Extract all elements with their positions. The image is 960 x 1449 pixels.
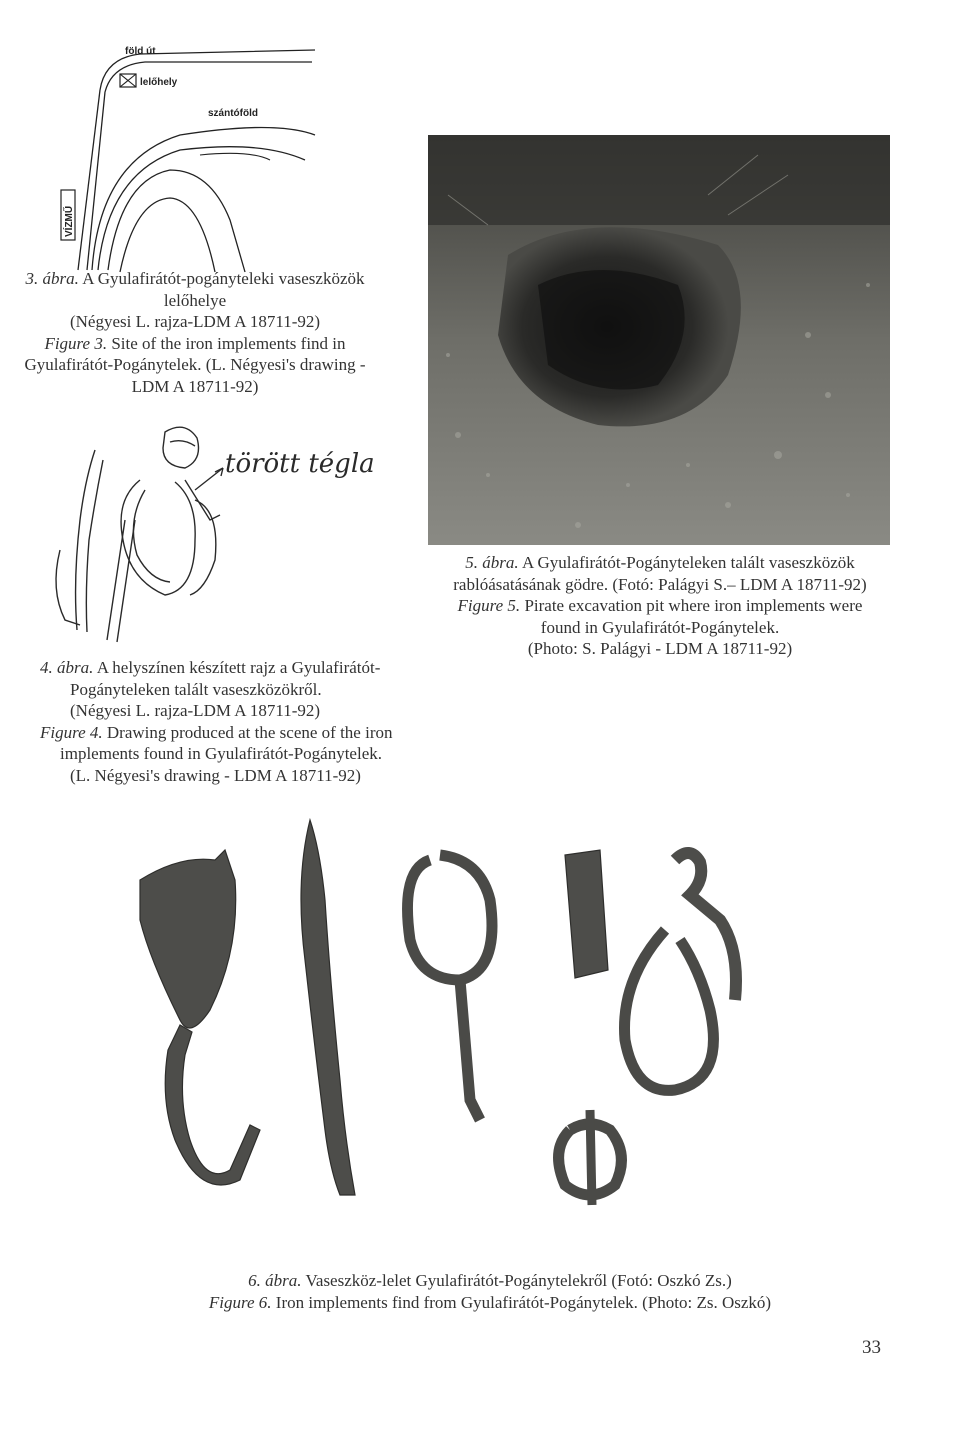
figure-4-caption: 4. ábra. A helyszínen készített rajz a Gyulafirátót- Pogányteleken talált vaseszközökről. (Négyesi L. rajza-LDM A 18711-92) Figure 4. Drawing produced at the scene of the iron implements found in Gyulafirátót-Pogánytelek. (L. Négyesi's drawing - LDM A 18711-92)	[40, 658, 393, 785]
site-map-drawing	[60, 40, 330, 280]
map-label-field: szántóföld	[208, 108, 258, 119]
iron-implements-photo	[120, 800, 850, 1235]
caption-label: 3. ábra.	[25, 269, 79, 288]
caption-label: Figure 4.	[40, 722, 103, 742]
caption-label: Figure 5.	[457, 596, 521, 615]
caption-label: 4. ábra.	[40, 658, 94, 677]
caption-label: 6. ábra.	[248, 1271, 302, 1290]
figure-6-photo	[120, 800, 850, 1235]
figure-6-caption: 6. ábra. Vaseszköz-lelet Gyulafirátót-Pogánytelekről (Fotó: Oszkó Zs.) Figure 6. Iron implements find from Gyulafirátót-Pogánytelek. (Photo: Zs. Oszkó)	[208, 1271, 772, 1312]
map-label-road: föld út	[125, 46, 156, 57]
caption-label: Figure 3.	[44, 333, 108, 353]
figure-3-caption: 3. ábra. A Gyulafirátót-pogányteleki vaseszközök lelőhelye (Négyesi L. rajza-LDM A 18711-92) Figure 3. Site of the iron implements find in Gyulafirátót-Pogánytelek. (L. Négyesi's drawing - LDM A 18711-92)	[24, 269, 366, 396]
caption-label: Figure 6.	[208, 1292, 272, 1312]
caption-label: 5. ábra.	[465, 553, 519, 572]
page-number: 33	[862, 1337, 881, 1358]
handwriting-annotation: törött tégla	[225, 449, 375, 479]
map-label-water: VÍZMŰ	[64, 205, 75, 237]
figure-3-map	[60, 40, 330, 280]
scene-drawing	[45, 420, 375, 645]
map-label-site: lelőhely	[140, 77, 178, 88]
figure-5-photo	[428, 135, 890, 545]
figure-4-sketch	[45, 420, 375, 645]
excavation-pit-photo	[428, 135, 890, 545]
figure-5-caption: 5. ábra. A Gyulafirátót-Pogányteleken talált vaseszközök rablóásatásának gödre. (Fotó: Palágyi S.– LDM A 18711-92) Figure 5. Pirate excavation pit where iron implements were found in Gyulafirátót-Pogánytelek. (Photo: S. Palágyi - LDM A 18711-92)	[453, 553, 867, 658]
